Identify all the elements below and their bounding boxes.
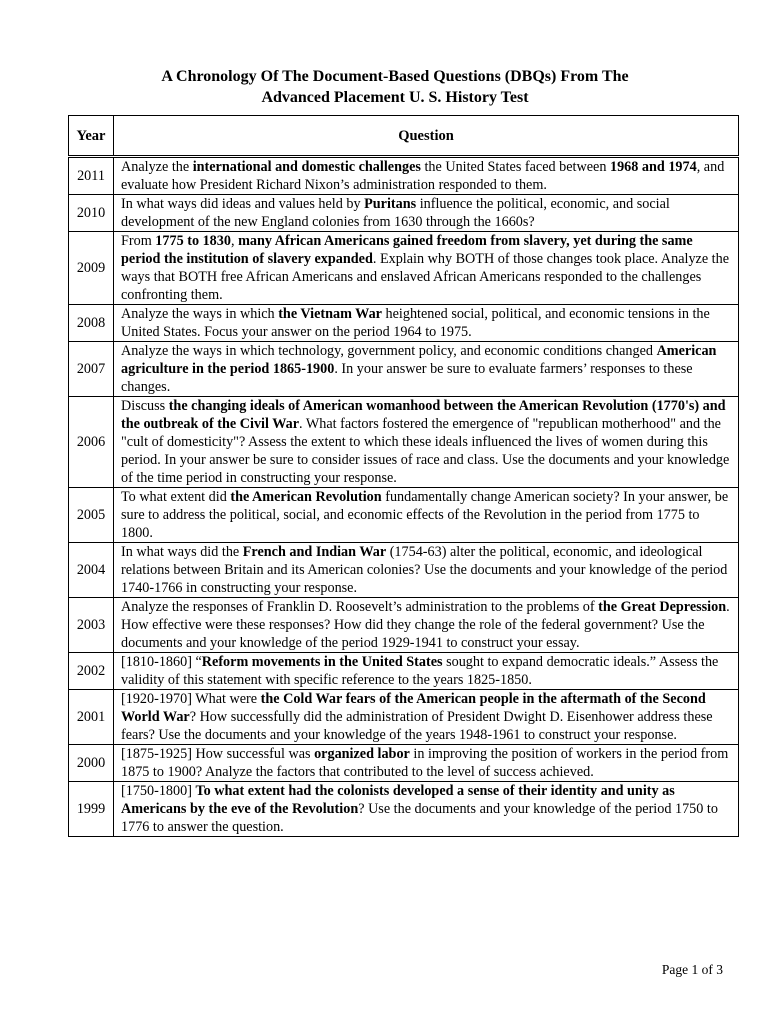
table-row [69, 305, 739, 342]
table-row [69, 195, 739, 232]
question-text: [1875-1925] How successful was [121, 746, 315, 762]
question-bold-text: the Cold War fears of the American people in the aftermath of the Second World War [121, 691, 706, 725]
table-row [69, 745, 739, 782]
question-text: . What factors fostered the emergence of "republican motherhood" and the "cult of domesticity"? Assess the extent to which these ideals influenced the lives of women during this period. In your answer be sure to consider issues of race and class. Use the documents and your knowledge of the time period in constructing your response. [121, 416, 730, 486]
row-question [114, 488, 739, 543]
row-question [114, 157, 739, 195]
question-text: sought to expand democratic ideals.” Assess the validity of this statement with specific reference to the years 1825-1850. [121, 654, 719, 688]
row-question [114, 598, 739, 653]
question-text: . Explain why BOTH of those changes took place. Analyze the ways that BOTH free African Americans and enslaved African Americans responded to the challenges confronting them. [121, 251, 730, 303]
row-year: 2008 [69, 305, 114, 342]
question-text: [1810-1860] “ [121, 654, 202, 670]
row-question [114, 342, 739, 397]
table-row [69, 598, 739, 653]
row-question [114, 397, 739, 488]
question-text: Analyze the ways in which technology, government policy, and economic conditions changed [121, 343, 657, 359]
question-bold-text: Reform movements in the United States [201, 654, 443, 670]
row-year: 2002 [69, 653, 114, 690]
question-bold-text: the changing ideals of American womanhood between the American Revolution (1770's) and the outbreak of the Civil War [121, 398, 726, 432]
question-text: ? Use the documents and your knowledge of the period 1750 to 1776 to answer the question. [121, 801, 718, 835]
page-number: Page 1 of 3 [661, 962, 723, 977]
question-text: Analyze the responses of Franklin D. Roosevelt’s administration to the problems of [121, 599, 599, 615]
row-question [114, 195, 739, 232]
question-text: . How effective were these responses? How did they change the role of the federal government? Use the documents and your knowledge of the period 1929-1941 to construct your essay. [121, 599, 730, 651]
table-row [69, 157, 739, 195]
question-bold-text: the Vietnam War [278, 306, 382, 322]
row-year: 2004 [69, 543, 114, 598]
question-text: heightened social, political, and economic tensions in the United States. Focus your answer on the period 1964 to 1975. [121, 306, 710, 340]
row-year: 2007 [69, 342, 114, 397]
table-row [69, 782, 739, 837]
question-text: In what ways did the [121, 544, 243, 560]
row-question [114, 653, 739, 690]
question-text: , [230, 233, 239, 249]
row-year: 2005 [69, 488, 114, 543]
row-year: 2006 [69, 397, 114, 488]
row-question [114, 543, 739, 598]
question-bold-text: the American Revolution [230, 489, 382, 505]
table-row [69, 397, 739, 488]
table-row [69, 342, 739, 397]
question-text: influence the political, economic, and social development of the new England colonies from 1630 through the 1660s? [121, 196, 670, 230]
question-bold-text: Puritans [364, 196, 417, 212]
dbq-table [68, 115, 739, 837]
question-text: [1920-1970] What were [121, 691, 261, 707]
table-row [69, 488, 739, 543]
question-text: Analyze the ways in which [121, 306, 279, 322]
table-row [69, 543, 739, 598]
row-question [114, 305, 739, 342]
question-text: To what extent did [121, 489, 231, 505]
row-question [114, 690, 739, 745]
question-bold-text: To what extent had the colonists developed a sense of their identity and unity as Americans by the eve of the Revolution [121, 783, 675, 817]
document-title [0, 66, 768, 108]
question-text: (1754-63) alter the political, economic, and ideological relations between Britain and its American colonies? Use the documents and your knowledge of the period 1740-1766 in constructing your response. [121, 544, 728, 596]
table-row [69, 690, 739, 745]
question-text: Discuss [121, 398, 169, 414]
question-bold-text: 1968 and 1974 [609, 159, 697, 175]
row-year: 2001 [69, 690, 114, 745]
row-year: 2009 [69, 232, 114, 305]
row-year: 2011 [69, 157, 114, 195]
question-text: in improving the position of workers in the period from 1875 to 1900? Analyze the factors that contributed to the level of success achieved. [121, 746, 729, 780]
question-bold-text: many African Americans gained freedom from slavery, yet during the same period the institution of slavery expanded [121, 233, 693, 267]
question-bold-text: American agriculture in the period 1865-1900 [121, 343, 717, 377]
question-bold-text: French and Indian War [242, 544, 387, 560]
row-question [114, 782, 739, 837]
question-text: From [121, 233, 156, 249]
row-year: 2010 [69, 195, 114, 232]
question-text: ? How successfully did the administration of President Dwight D. Eisenhower address these fears? Use the documents and your knowledge of the years 1948-1961 to construct your response. [121, 709, 713, 743]
table-row [69, 232, 739, 305]
row-year: 1999 [69, 782, 114, 837]
question-bold-text: the Great Depression [598, 599, 727, 615]
question-text: , and evaluate how President Richard Nixon’s administration responded to them. [121, 159, 725, 193]
year-column-header: Year [69, 116, 114, 157]
question-text: Analyze the [121, 159, 193, 175]
question-column-header: Question [114, 116, 739, 157]
table-row [69, 653, 739, 690]
question-text: fundamentally change American society? In your answer, be sure to address the political, social, and economic effects of the Revolution in the period from 1775 to 1800. [121, 489, 729, 541]
question-text: [1750-1800] [121, 783, 196, 799]
table-header-row [69, 116, 739, 157]
question-bold-text: 1775 to 1830 [155, 233, 231, 249]
row-question [114, 232, 739, 305]
row-year: 2003 [69, 598, 114, 653]
question-text: . In your answer be sure to evaluate farmers’ responses to these changes. [121, 361, 693, 395]
row-question [114, 745, 739, 782]
question-text: the United States faced between [420, 159, 610, 175]
row-year: 2000 [69, 745, 114, 782]
title-line-1: A Chronology Of The Document-Based Questions (DBQs) From The [161, 68, 629, 85]
question-text: In what ways did ideas and values held by [121, 196, 365, 212]
question-bold-text: international and domestic challenges [192, 159, 421, 175]
title-line-2: Advanced Placement U. S. History Test [261, 89, 529, 106]
question-bold-text: organized labor [314, 746, 410, 762]
